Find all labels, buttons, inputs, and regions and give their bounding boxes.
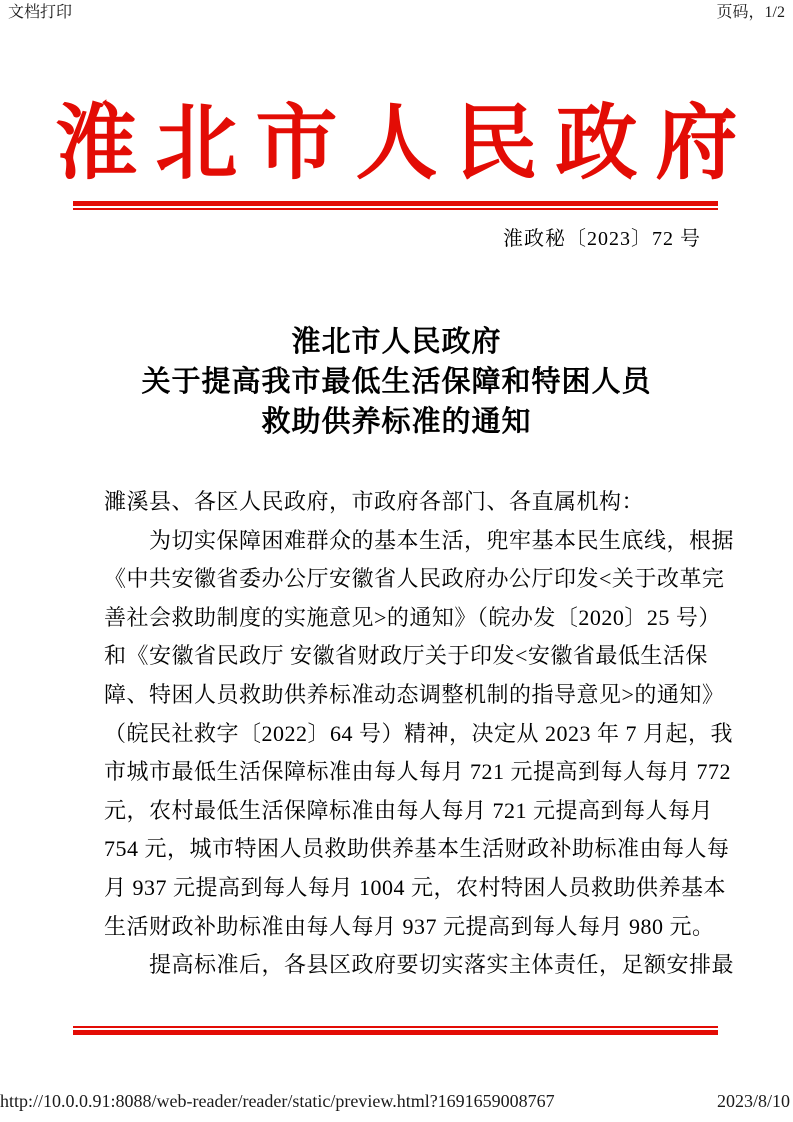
print-footer bbox=[0, 1090, 790, 1112]
body-line: 善社会救助制度的实施意见>的通知》（皖办发〔2020〕25 号） bbox=[104, 604, 721, 630]
print-header-title: 文档打印 bbox=[8, 4, 73, 21]
body-line: （皖民社救字〔2022〕64 号）精神，决定从 2023 年 7 月起，我 bbox=[104, 720, 734, 746]
document-title-line: 救助供养标准的通知 bbox=[261, 406, 532, 438]
print-header bbox=[8, 3, 785, 23]
body-line: 月 937 元提高到每人每月 1004 元，农村特困人员救助供养基本 bbox=[104, 874, 727, 900]
divider-thin-bar bbox=[73, 208, 718, 210]
gov-letterhead-title: 淮北市人民政府 bbox=[55, 98, 756, 189]
body-line: 生活财政补助标准由每人每月 937 元提高到每人每月 980 元。 bbox=[104, 913, 715, 939]
divider-thick-bar bbox=[73, 1030, 718, 1035]
body-line: 和《安徽省民政厅 安徽省财政厅关于印发<安徽省最低生活保 bbox=[104, 643, 708, 669]
body-line: 为切实保障困难群众的基本生活，兜牢基本民生底线，根据 bbox=[104, 527, 735, 553]
body-line: 754 元，城市特困人员救助供养基本生活财政补助标准由每人每 bbox=[104, 836, 730, 862]
print-footer-url: http://10.0.0.91:8088/web-reader/reader/static/preview.html?1691659008767 bbox=[0, 1091, 555, 1111]
document-title bbox=[0, 322, 793, 442]
body-line: 提高标准后，各县区政府要切实落实主体责任，足额安排最 bbox=[104, 952, 735, 978]
document-number: 淮政秘〔2023〕72 号 bbox=[503, 228, 701, 250]
body-line: 市城市最低生活保障标准由每人每月 721 元提高到每人每月 772 bbox=[104, 759, 732, 785]
print-header-page-number: 页码，1/2 bbox=[716, 4, 785, 21]
print-footer-date: 2023/8/10 bbox=[716, 1091, 790, 1111]
document-body bbox=[104, 483, 735, 985]
document-title-line: 淮北市人民政府 bbox=[291, 326, 502, 358]
letterhead-divider-top bbox=[73, 201, 718, 210]
body-line: 元，农村最低生活保障标准由每人每月 721 元提高到每人每月 bbox=[104, 797, 714, 823]
body-line: 《中共安徽省委办公厅安徽省人民政府办公厅印发<关于改革完 bbox=[104, 566, 725, 592]
letterhead-divider-bottom bbox=[73, 1026, 718, 1035]
body-line: 障、特困人员救助供养标准动态调整机制的指导意见>的通知》 bbox=[104, 681, 725, 707]
body-line: 濉溪县、各区人民政府，市政府各部门、各直属机构： bbox=[104, 489, 645, 514]
document-title-line: 关于提高我市最低生活保障和特困人员 bbox=[141, 366, 652, 398]
